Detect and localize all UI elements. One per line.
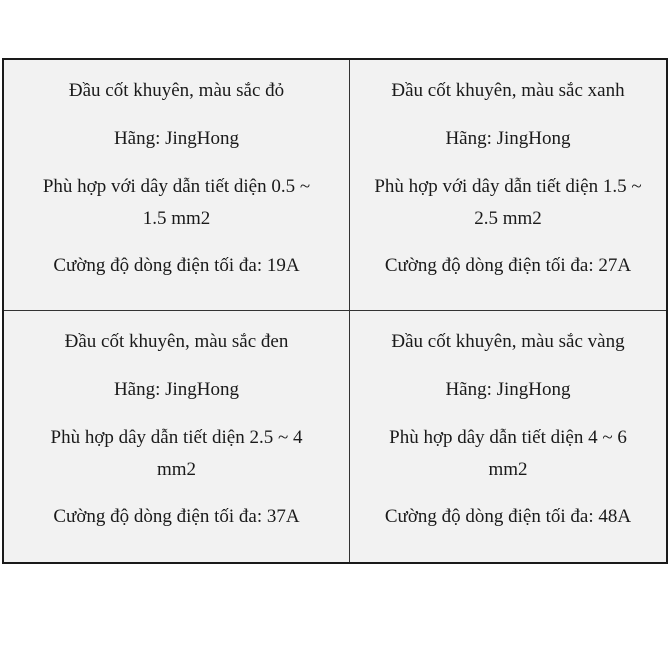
cell-spec xyxy=(4,171,349,235)
spec-cell-red xyxy=(4,60,350,311)
cell-spec-line1: Phù hợp dây dẫn tiết diện 2.5 ~ 4 xyxy=(50,427,303,448)
cell-spec xyxy=(4,422,349,486)
cell-title: Đầu cốt khuyên, màu sắc xanh xyxy=(391,80,625,101)
cell-current: Cường độ dòng điện tối đa: 48A xyxy=(384,506,632,527)
cell-spec xyxy=(350,422,666,486)
cell-brand: Hãng: JingHong xyxy=(445,128,571,149)
cell-spec-line2: 1.5 mm2 xyxy=(142,208,211,229)
product-spec-table xyxy=(2,58,668,564)
cell-current: Cường độ dòng điện tối đa: 27A xyxy=(384,255,632,276)
cell-spec-line2: mm2 xyxy=(156,459,197,480)
cell-spec xyxy=(350,171,666,235)
cell-spec-line1: Phù hợp với dây dẫn tiết diện 1.5 ~ xyxy=(374,176,642,197)
spec-cell-blue xyxy=(350,60,666,311)
cell-title: Đầu cốt khuyên, màu sắc đỏ xyxy=(68,80,285,101)
cell-current: Cường độ dòng điện tối đa: 37A xyxy=(53,506,300,527)
cell-brand: Hãng: JingHong xyxy=(113,128,240,149)
cell-brand: Hãng: JingHong xyxy=(445,379,571,400)
cell-current: Cường độ dòng điện tối đa: 19A xyxy=(53,255,300,276)
spec-cell-yellow xyxy=(350,311,666,562)
spec-cell-black xyxy=(4,311,350,562)
cell-spec-line1: Phù hợp dây dẫn tiết diện 4 ~ 6 xyxy=(389,427,627,448)
cell-title: Đầu cốt khuyên, màu sắc đen xyxy=(64,331,289,352)
cell-title: Đầu cốt khuyên, màu sắc vàng xyxy=(391,331,625,352)
cell-spec-line1: Phù hợp với dây dẫn tiết diện 0.5 ~ xyxy=(42,176,311,197)
cell-spec-line2: mm2 xyxy=(488,459,528,480)
cell-brand: Hãng: JingHong xyxy=(113,379,240,400)
cell-spec-line2: 2.5 mm2 xyxy=(474,208,542,229)
